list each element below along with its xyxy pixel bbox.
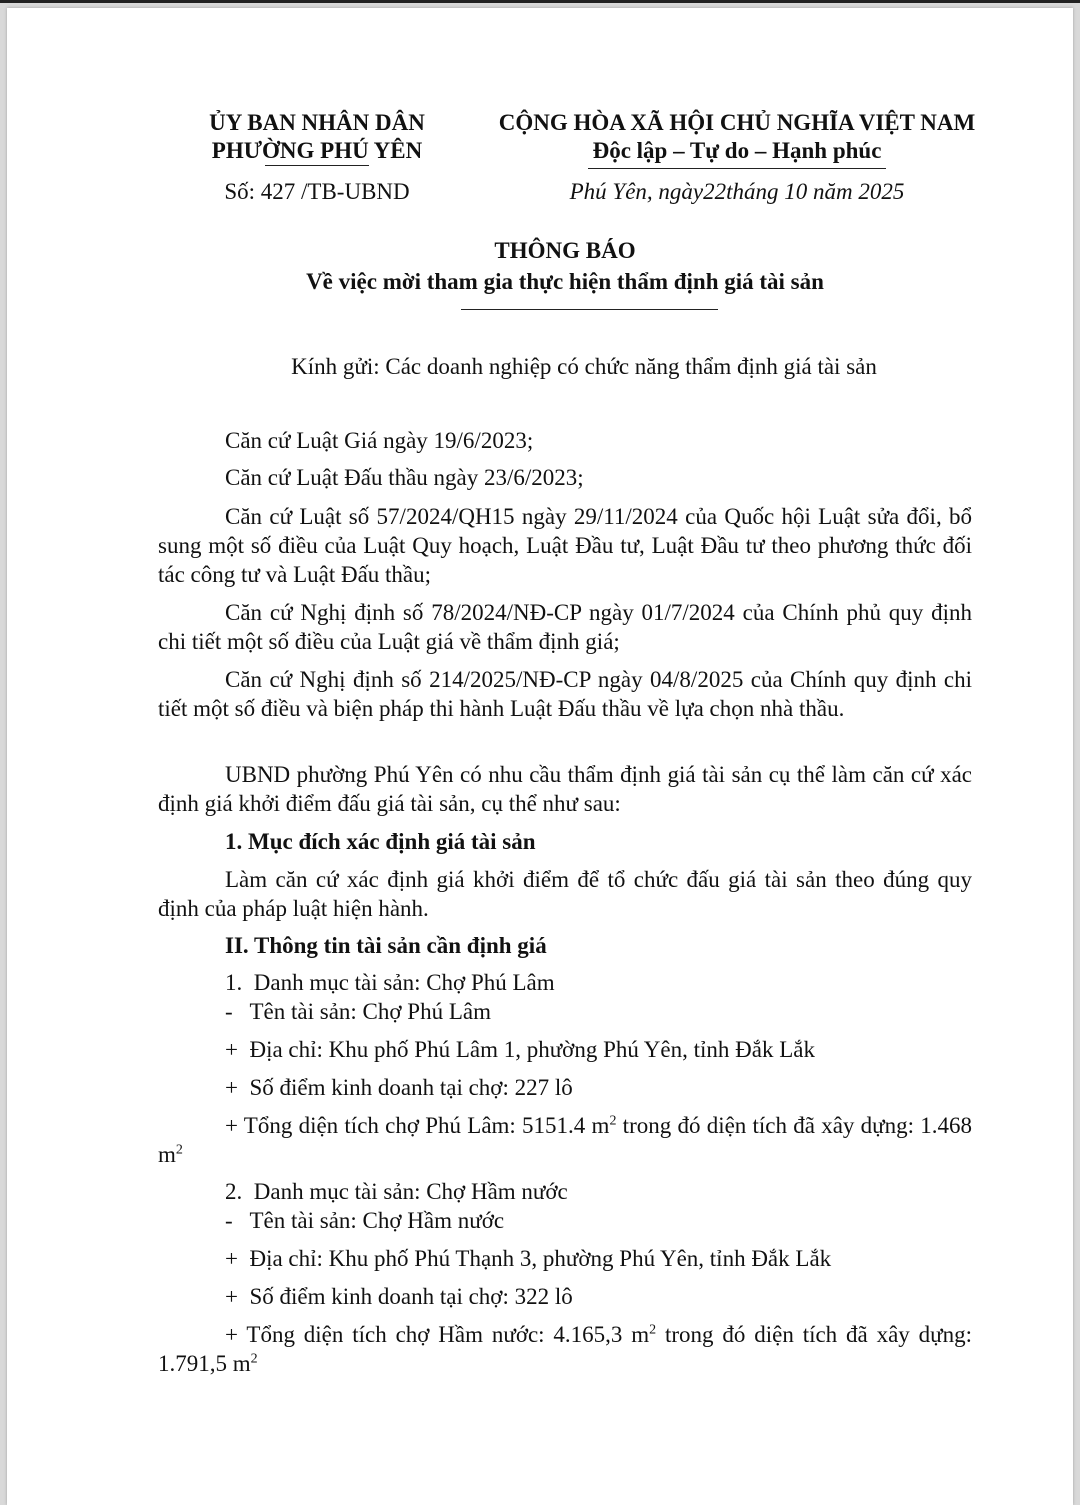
basis-4: Căn cứ Nghị định số 78/2024/NĐ-CP ngày 01/7/2024 của Chính phủ quy định chi tiết một số điều của Luật giá về thẩm định giá; (158, 600, 972, 654)
section2-heading: II. Thông tin tài sản cần định giá (225, 933, 547, 958)
asset2-address: + Địa chỉ: Khu phố Phú Thạnh 3, phường Phú Yên, tỉnh Đắk Lắk (225, 1246, 832, 1271)
doc-subtitle: Về việc mời tham gia thực hiện thẩm định giá tài sản (306, 269, 824, 294)
document-number: Số: 427 /TB-UBND (224, 179, 410, 204)
asset1-category: 1. Danh mục tài sản: Chợ Phú Lâm (225, 970, 555, 995)
superscript: 2 (250, 1351, 258, 1367)
agency-line2: PHƯỜNG PHÚ YÊN (211, 138, 423, 163)
basis-1: Căn cứ Luật Giá ngày 19/6/2023; (225, 428, 534, 453)
asset2-category: 2. Danh mục tài sản: Chợ Hầm nước (225, 1179, 568, 1204)
doc-title: THÔNG BÁO (494, 238, 636, 263)
agency-underline (265, 165, 369, 166)
superscript: 2 (609, 1113, 617, 1129)
asset2-built-area: trong đó diện tích đã xây dựng: 1.791,5 m (158, 1322, 972, 1376)
nation-motto: Độc lập – Tự do – Hạnh phúc (592, 138, 882, 163)
asset2-area (158, 1320, 972, 1378)
asset1-built-area: trong đó diện tích đã xây dựng: 1.468 m (158, 1113, 972, 1167)
asset2-name: - Tên tài sản: Chợ Hầm nước (225, 1208, 505, 1233)
asset2-stalls: + Số điểm kinh doanh tại chợ: 322 lô (225, 1284, 573, 1309)
superscript: 2 (649, 1322, 657, 1338)
section1-text: Làm căn cứ xác định giá khởi điểm để tổ chức đấu giá tài sản theo đúng quy định của pháp luật hiện hành. (158, 867, 972, 921)
agency-line1: ỦY BAN NHÂN DÂN (209, 110, 425, 135)
title-underline (461, 309, 718, 310)
basis-3: Căn cứ Luật số 57/2024/QH15 ngày 29/11/2024 của Quốc hội Luật sửa đổi, bổ sung một số điều của Luật Quy hoạch, Luật Đầu tư, Luật Đầu tư theo phương thức đối tác công tư và Luật Đấu thầu; (158, 504, 972, 587)
asset1-area (158, 1111, 972, 1169)
recipient: Kính gửi: Các doanh nghiệp có chức năng thẩm định giá tài sản (291, 354, 877, 379)
asset1-total-area: + Tổng diện tích chợ Phú Lâm: 5151.4 m (225, 1113, 610, 1138)
basis-2: Căn cứ Luật Đấu thầu ngày 23/6/2023; (225, 465, 584, 490)
asset1-stalls: + Số điểm kinh doanh tại chợ: 227 lô (225, 1075, 573, 1100)
top-bar (0, 0, 1080, 3)
section1-heading: 1. Mục đích xác định giá tài sản (225, 829, 536, 854)
motto-underline (588, 168, 886, 169)
asset2-total-area: + Tổng diện tích chợ Hầm nước: 4.165,3 m (225, 1322, 650, 1347)
basis-5: Căn cứ Nghị định số 214/2025/NĐ-CP ngày 04/8/2025 của Chính quy định chi tiết một số điều và biện pháp thi hành Luật Đấu thầu về lựa chọn nhà thầu. (158, 667, 972, 721)
place-date: Phú Yên, ngày22tháng 10 năm 2025 (569, 179, 905, 204)
superscript: 2 (175, 1142, 183, 1158)
document-page (7, 8, 1073, 1505)
nation-line1: CỘNG HÒA XÃ HỘI CHỦ NGHĨA VIỆT NAM (498, 110, 976, 135)
asset1-address: + Địa chỉ: Khu phố Phú Lâm 1, phường Phú Yên, tỉnh Đắk Lắk (225, 1037, 815, 1062)
intro-paragraph: UBND phường Phú Yên có nhu cầu thẩm định giá tài sản cụ thể làm căn cứ xác định giá khởi điểm đấu giá tài sản, cụ thể như sau: (158, 762, 972, 816)
asset1-name: - Tên tài sản: Chợ Phú Lâm (225, 999, 491, 1024)
